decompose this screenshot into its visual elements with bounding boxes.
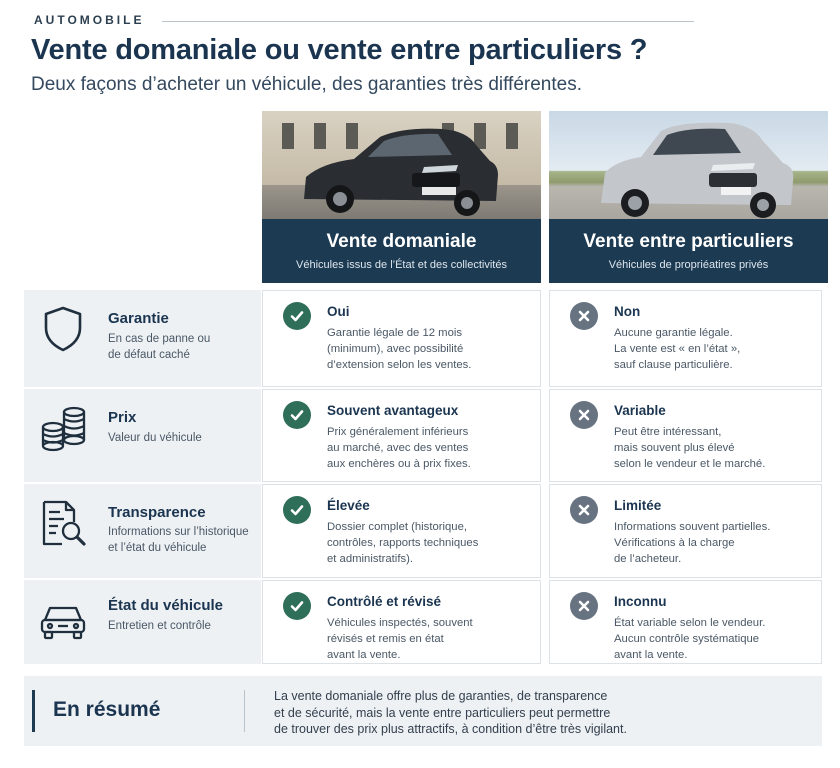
category-prix — [24, 389, 261, 482]
cell-domaniale-prix — [262, 389, 541, 482]
summary-divider — [244, 690, 245, 732]
cell-particuliers-prix — [549, 389, 822, 482]
value-title: Élevée — [327, 498, 370, 513]
category-garantie — [24, 290, 261, 387]
category-subtitle: En cas de panne ou de défaut caché — [108, 333, 211, 361]
car-photo-domaniale — [262, 111, 541, 219]
summary-heading: En résumé — [53, 698, 161, 721]
cell-particuliers-etat — [549, 580, 822, 664]
kicker-divider — [162, 21, 694, 22]
check-icon — [283, 496, 311, 524]
category-etat-vehicule — [24, 580, 261, 664]
cross-icon — [570, 302, 598, 330]
category-title: Transparence — [108, 504, 206, 521]
car-icon — [38, 594, 88, 644]
value-title: Contrôlé et révisé — [327, 594, 442, 609]
cross-icon — [570, 401, 598, 429]
cell-domaniale-transparence — [262, 484, 541, 578]
cell-domaniale-garantie — [262, 290, 541, 387]
category-transparence — [24, 484, 261, 578]
value-title: Limitée — [614, 498, 662, 513]
column-subtitle: Véhicules issus de l’État et des collectivités — [296, 259, 507, 271]
page-title: Vente domaniale ou vente entre particuliers ? — [31, 34, 648, 66]
value-description: Garantie légale de 12 mois (minimum), avec possibilité d’extension selon les ventes. — [327, 327, 472, 371]
value-description: Informations souvent partielles. Vérifications à la charge de l’acheteur. — [614, 521, 771, 565]
value-title: Oui — [327, 304, 350, 319]
summary-text: La vente domaniale offre plus de garanties, de transparence et de sécurité, mais la vente entre particuliers peut permettre de trouver des prix plus attractifs, à condition d’être très vigilant. — [274, 689, 627, 736]
cross-icon — [570, 496, 598, 524]
value-title: Inconnu — [614, 594, 667, 609]
value-description: Aucune garantie légale. La vente est « en l’état », sauf clause particulière. — [614, 327, 741, 371]
coins-icon — [38, 403, 88, 453]
category-subtitle: Valeur du véhicule — [108, 432, 202, 444]
column-header-domaniale — [262, 111, 541, 283]
summary-box — [24, 676, 822, 746]
value-description: Dossier complet (historique, contrôles, rapports techniques et administratifs). — [327, 521, 479, 565]
column-title: Vente domaniale — [326, 231, 477, 252]
check-icon — [283, 401, 311, 429]
value-description: Prix généralement inférieurs au marché, avec des ventes aux enchères ou à prix fixes. — [327, 426, 471, 470]
document-search-icon — [38, 498, 88, 548]
cell-domaniale-etat — [262, 580, 541, 664]
column-header-particuliers — [549, 111, 828, 283]
summary-accent-bar — [32, 690, 35, 732]
value-title: Variable — [614, 403, 666, 418]
cell-particuliers-garantie — [549, 290, 822, 387]
category-subtitle: Informations sur l’historique et l’état du véhicule — [108, 526, 249, 554]
check-icon — [283, 302, 311, 330]
column-subtitle: Véhicules de propriéatires privés — [608, 259, 769, 271]
category-title: Garantie — [108, 310, 169, 327]
column-title: Vente entre particuliers — [583, 231, 794, 252]
category-title: Prix — [108, 409, 137, 426]
value-title: Souvent avantageux — [327, 403, 459, 418]
shield-icon — [38, 304, 88, 354]
value-description: État variable selon le vendeur. Aucun contrôle systématique avant la vente. — [614, 617, 766, 661]
value-description: Peut être intéressant, mais souvent plus élevé selon le vendeur et le marché. — [614, 426, 766, 470]
cell-particuliers-transparence — [549, 484, 822, 578]
check-icon — [283, 592, 311, 620]
car-photo-particuliers — [549, 111, 828, 219]
cross-icon — [570, 592, 598, 620]
value-description: Véhicules inspectés, souvent révisés et remis en état avant la vente. — [327, 617, 473, 661]
section-kicker: AUTOMOBILE — [34, 13, 145, 27]
value-title: Non — [614, 304, 641, 319]
category-subtitle: Entretien et contrôle — [108, 620, 211, 632]
category-title: État du véhicule — [108, 597, 224, 614]
page-subtitle: Deux façons d’acheter un véhicule, des garanties très différentes. — [31, 74, 582, 95]
